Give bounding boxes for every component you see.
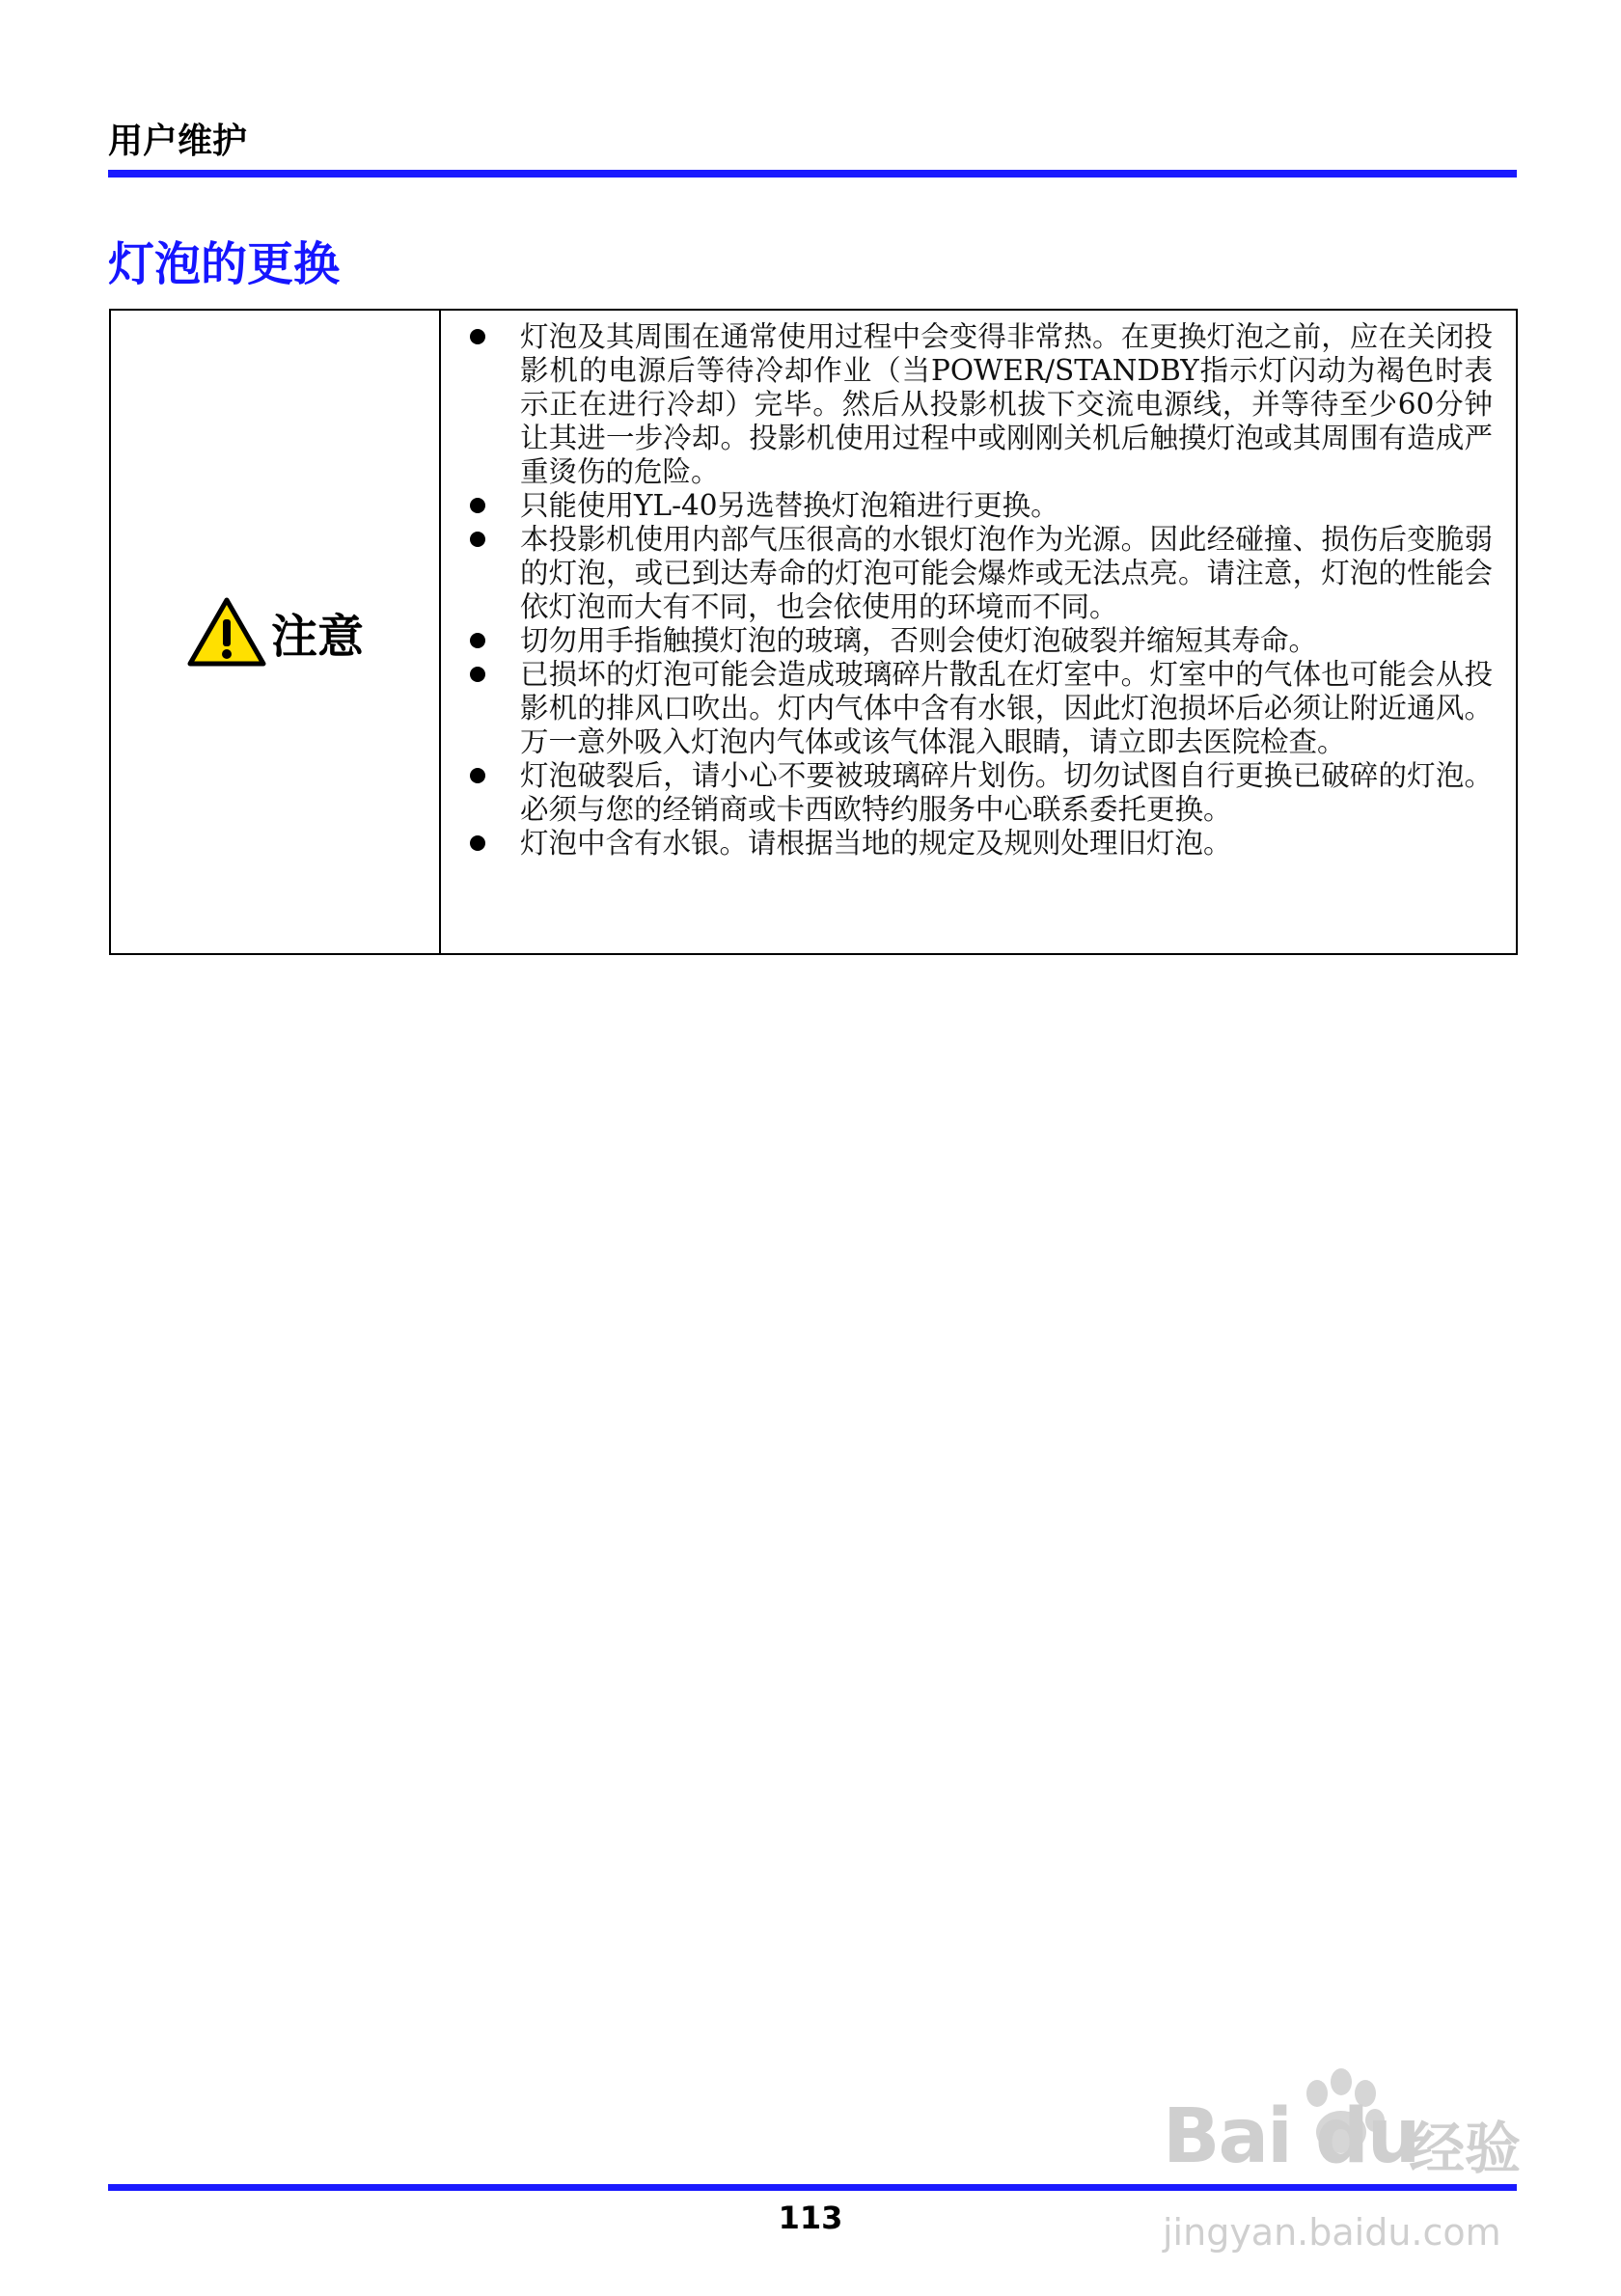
caution-content-cell bbox=[441, 311, 1516, 953]
list-item: 灯泡中含有水银。请根据当地的规定及规则处理旧灯泡。 bbox=[464, 827, 1493, 861]
baidu-watermark bbox=[1163, 2074, 1529, 2267]
list-item: 本投影机使用内部气压很高的水银灯泡作为光源。因此经碰撞、损伤后变脆弱的灯泡，或已到达寿命的灯泡可能会爆炸或无法点亮。请注意，灯泡的性能会依灯泡而大有不同，也会依使用的环境而不同。 bbox=[464, 523, 1493, 624]
list-item: 只能使用YL-40另选替换灯泡箱进行更换。 bbox=[464, 489, 1493, 523]
page-title: 灯泡的更换 bbox=[108, 237, 341, 291]
caution-label bbox=[186, 596, 364, 668]
watermark-sub: 经验 bbox=[1409, 2116, 1522, 2181]
caution-text: 注意 bbox=[270, 609, 364, 664]
caution-label-cell bbox=[111, 311, 441, 953]
page-number: 113 bbox=[778, 2200, 843, 2236]
footer-rule bbox=[108, 2184, 1517, 2191]
list-item: 灯泡破裂后，请小心不要被玻璃碎片划伤。切勿试图自行更换已破碎的灯泡。必须与您的经销商或卡西欧特约服务中心联系委托更换。 bbox=[464, 759, 1493, 827]
header-rule bbox=[108, 170, 1517, 178]
caution-list bbox=[464, 320, 1493, 861]
list-item: 灯泡及其周围在通常使用过程中会变得非常热。在更换灯泡之前，应在关闭投影机的电源后等待冷却作业（当POWER/STANDBY指示灯闪动为褐色时表示正在进行冷却）完毕。然后从投影机拔下交流电源线，并等待至少60分钟让其进一步冷却。投影机使用过程中或刚刚关机后触摸灯泡或其周围有造成严重烫伤的危险。 bbox=[464, 320, 1493, 489]
watermark-url: jingyan.baidu.com bbox=[1163, 2211, 1501, 2254]
section-header: 用户维护 bbox=[108, 122, 248, 161]
list-item: 已损坏的灯泡可能会造成玻璃碎片散乱在灯室中。灯室中的气体也可能会从投影机的排风口吹出。灯内气体中含有水银，因此灯泡损坏后必须让附近通风。万一意外吸入灯泡内气体或该气体混入眼睛，请立即去医院检查。 bbox=[464, 658, 1493, 759]
warning-icon bbox=[186, 596, 267, 668]
watermark-brand: Bai du bbox=[1163, 2093, 1419, 2180]
caution-table bbox=[109, 309, 1518, 955]
list-item: 切勿用手指触摸灯泡的玻璃，否则会使灯泡破裂并缩短其寿命。 bbox=[464, 624, 1493, 658]
